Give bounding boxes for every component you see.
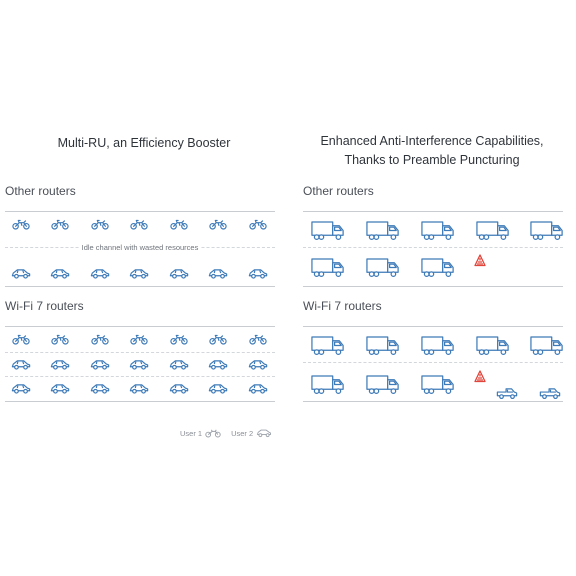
motorcycle-icon	[12, 334, 30, 345]
motorcycle-icon	[51, 219, 69, 230]
motorcycle-icon	[91, 219, 109, 230]
section-label-wifi7-routers: Wi-Fi 7 routers	[303, 299, 382, 313]
car-icon	[169, 383, 189, 394]
motorcycle-icon	[170, 334, 188, 345]
legend	[180, 428, 272, 438]
panel-title: Enhanced Anti-Interference Capabilities, Thanks to Preamble Puncturing	[320, 134, 544, 167]
motorcycle-icon	[91, 334, 109, 345]
lane-divider	[303, 247, 563, 248]
truck-icon	[530, 335, 564, 356]
motorcycle-icon	[51, 334, 69, 345]
warning-triangle-icon	[474, 370, 486, 383]
car-icon	[90, 383, 110, 394]
motorcycle-icon	[130, 219, 148, 230]
car-icon	[90, 359, 110, 370]
car-icon	[248, 359, 268, 370]
car-icon	[50, 268, 70, 279]
truck-icon	[311, 374, 345, 395]
pickup-truck-icon	[539, 387, 561, 399]
car-icon	[11, 383, 31, 394]
motorcycle-icon	[249, 334, 267, 345]
truck-icon	[311, 257, 345, 278]
lane-divider	[5, 376, 275, 377]
truck-icon	[421, 374, 455, 395]
truck-icon	[476, 335, 510, 356]
car-icon	[129, 383, 149, 394]
section-label-wifi7-routers: Wi-Fi 7 routers	[5, 299, 84, 313]
road-edge-top	[303, 211, 563, 212]
warning-triangle-icon	[474, 254, 486, 267]
car-icon	[208, 268, 228, 279]
section-label-other-routers: Other routers	[5, 184, 76, 198]
road-edge-bottom	[303, 286, 563, 287]
road-edge-bottom	[303, 401, 563, 402]
lane-divider	[303, 362, 563, 363]
legend-label-user2: User 2	[231, 428, 254, 438]
panel-preamble-puncturing	[288, 0, 576, 576]
motorcycle-icon	[209, 334, 227, 345]
legend-label-user1: User 1	[180, 428, 203, 438]
motorcycle-icon	[12, 219, 30, 230]
truck-icon	[421, 257, 455, 278]
truck-icon	[421, 335, 455, 356]
car-icon	[50, 383, 70, 394]
motorcycle-icon	[209, 219, 227, 230]
truck-icon	[366, 220, 400, 241]
panel-title: Multi-RU, an Efficiency Booster	[57, 136, 231, 150]
car-icon	[11, 359, 31, 370]
truck-icon	[366, 374, 400, 395]
idle-channel-note: Idle channel with wasted resources	[5, 243, 275, 252]
car-icon	[208, 359, 228, 370]
car-icon	[11, 268, 31, 279]
truck-icon	[421, 220, 455, 241]
motorcycle-icon	[130, 334, 148, 345]
car-icon	[129, 268, 149, 279]
lane-divider	[5, 352, 275, 353]
road-edge-bottom	[5, 401, 275, 402]
car-icon	[256, 428, 272, 438]
truck-icon	[476, 220, 510, 241]
truck-icon	[366, 257, 400, 278]
car-icon	[90, 268, 110, 279]
car-icon	[169, 359, 189, 370]
road-edge-top	[5, 326, 275, 327]
road-edge-bottom	[5, 286, 275, 287]
car-icon	[129, 359, 149, 370]
legend-item-user2	[231, 428, 272, 438]
truck-icon	[530, 220, 564, 241]
truck-icon	[311, 335, 345, 356]
car-icon	[50, 359, 70, 370]
car-icon	[248, 268, 268, 279]
motorcycle-icon	[205, 428, 221, 438]
road-edge-top	[303, 326, 563, 327]
car-icon	[248, 383, 268, 394]
motorcycle-icon	[249, 219, 267, 230]
motorcycle-icon	[170, 219, 188, 230]
car-icon	[169, 268, 189, 279]
truck-icon	[311, 220, 345, 241]
road-edge-top	[5, 211, 275, 212]
truck-icon	[366, 335, 400, 356]
car-icon	[208, 383, 228, 394]
pickup-truck-icon	[496, 387, 518, 399]
section-label-other-routers: Other routers	[303, 184, 374, 198]
legend-item-user1	[180, 428, 221, 438]
